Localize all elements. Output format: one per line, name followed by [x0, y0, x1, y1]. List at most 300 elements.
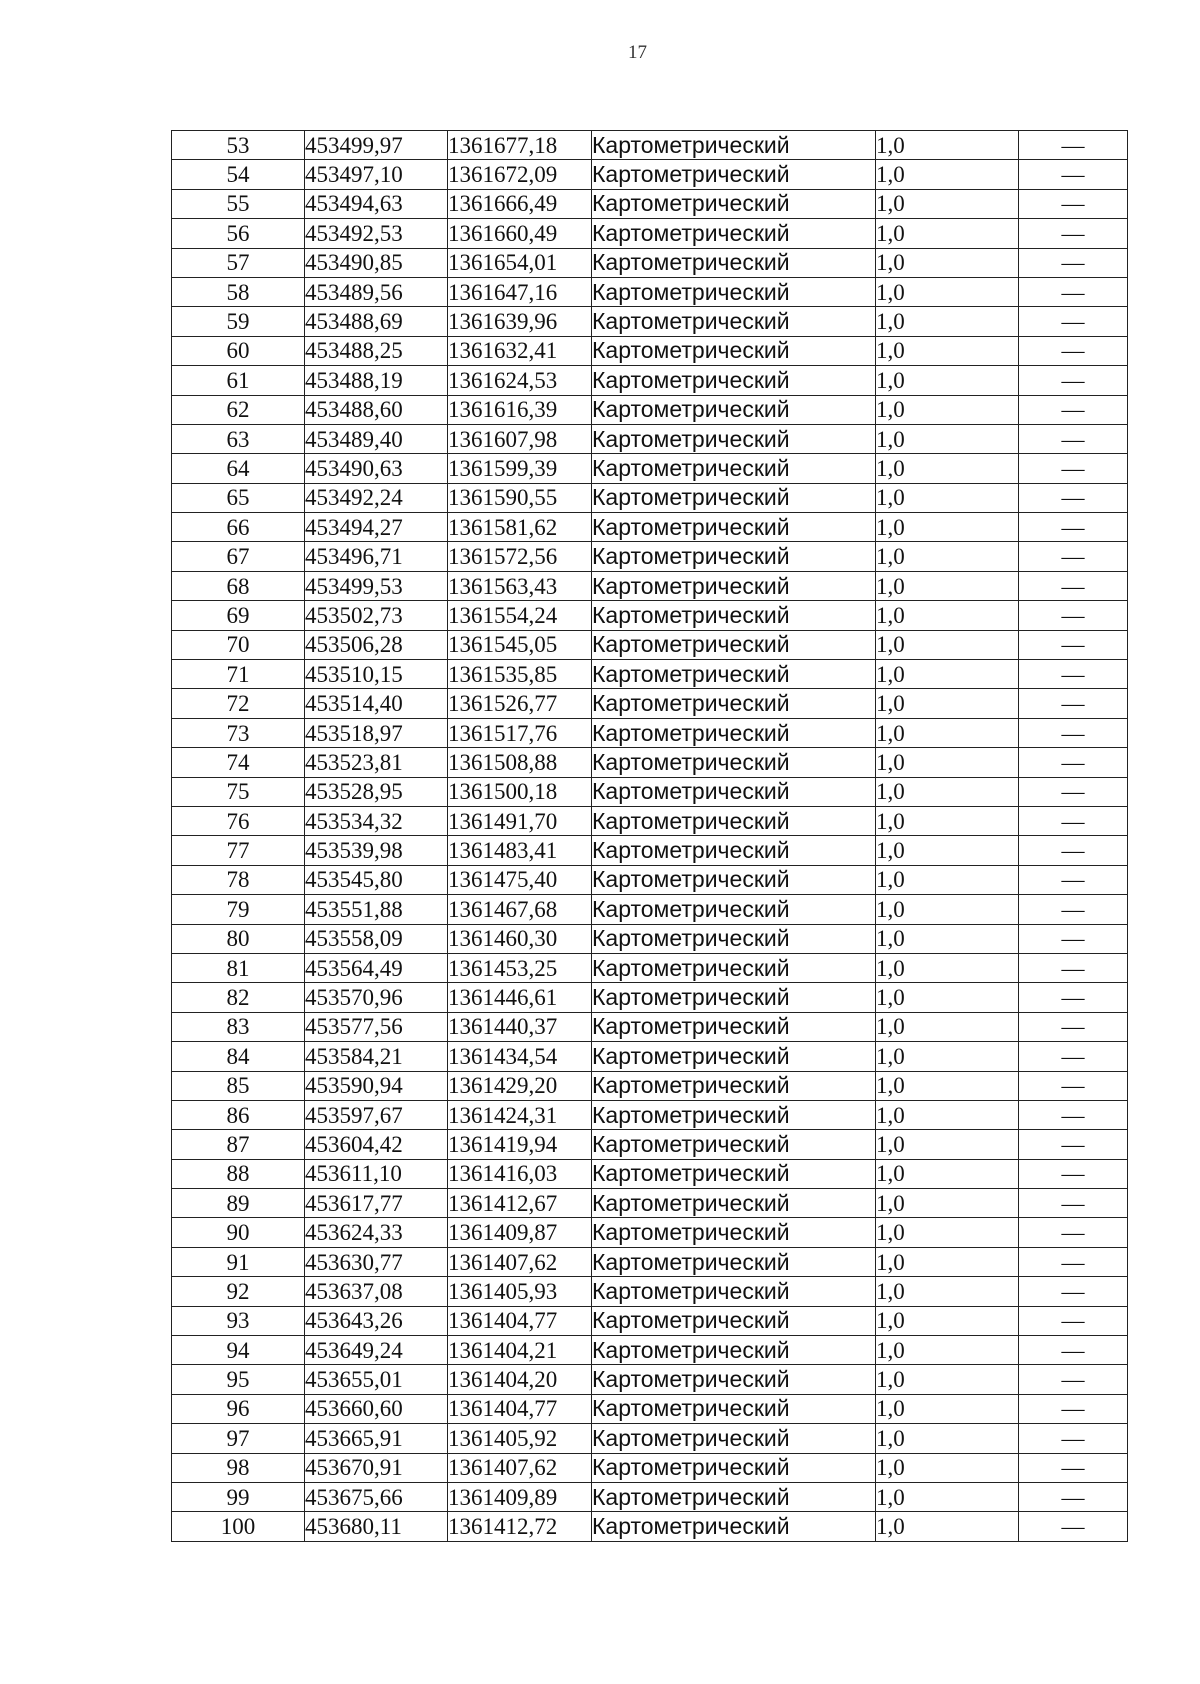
table-row: [172, 1071, 1128, 1100]
error-cell: 1,0: [876, 1218, 1019, 1247]
point-number-cell: 57: [172, 248, 305, 277]
table-row: [172, 131, 1128, 160]
table-row: [172, 1100, 1128, 1129]
note-cell: —: [1019, 1336, 1128, 1365]
point-number-cell: 71: [172, 660, 305, 689]
note-cell: —: [1019, 1247, 1128, 1276]
note-cell: —: [1019, 689, 1128, 718]
error-cell: 1,0: [876, 1512, 1019, 1541]
table-row: [172, 895, 1128, 924]
y-coordinate-cell: 1361581,62: [448, 513, 592, 542]
note-cell: —: [1019, 983, 1128, 1012]
table-row: [172, 924, 1128, 953]
error-cell: 1,0: [876, 160, 1019, 189]
x-coordinate-cell: 453510,15: [305, 660, 448, 689]
note-cell: —: [1019, 1365, 1128, 1394]
x-coordinate-cell: 453649,24: [305, 1336, 448, 1365]
note-cell: —: [1019, 836, 1128, 865]
error-cell: 1,0: [876, 366, 1019, 395]
table-row: [172, 277, 1128, 306]
note-cell: —: [1019, 1482, 1128, 1511]
table-row: [172, 1189, 1128, 1218]
x-coordinate-cell: 453489,56: [305, 277, 448, 306]
method-cell: Картометрический: [592, 513, 876, 542]
note-cell: —: [1019, 219, 1128, 248]
error-cell: 1,0: [876, 277, 1019, 306]
note-cell: —: [1019, 277, 1128, 306]
point-number-cell: 68: [172, 571, 305, 600]
error-cell: 1,0: [876, 1277, 1019, 1306]
error-cell: 1,0: [876, 953, 1019, 982]
error-cell: 1,0: [876, 571, 1019, 600]
coordinates-table: [171, 130, 1128, 1542]
point-number-cell: 100: [172, 1512, 305, 1541]
method-cell: Картометрический: [592, 1394, 876, 1423]
method-cell: Картометрический: [592, 189, 876, 218]
point-number-cell: 74: [172, 748, 305, 777]
table-row: [172, 630, 1128, 659]
point-number-cell: 83: [172, 1012, 305, 1041]
note-cell: —: [1019, 924, 1128, 953]
x-coordinate-cell: 453490,85: [305, 248, 448, 277]
error-cell: 1,0: [876, 777, 1019, 806]
note-cell: —: [1019, 865, 1128, 894]
method-cell: Картометрический: [592, 1306, 876, 1335]
x-coordinate-cell: 453675,66: [305, 1482, 448, 1511]
error-cell: 1,0: [876, 895, 1019, 924]
point-number-cell: 59: [172, 307, 305, 336]
error-cell: 1,0: [876, 1071, 1019, 1100]
table-row: [172, 1218, 1128, 1247]
point-number-cell: 77: [172, 836, 305, 865]
method-cell: Картометрический: [592, 748, 876, 777]
note-cell: —: [1019, 1306, 1128, 1335]
x-coordinate-cell: 453637,08: [305, 1277, 448, 1306]
table-row: [172, 336, 1128, 365]
note-cell: —: [1019, 1071, 1128, 1100]
y-coordinate-cell: 1361440,37: [448, 1012, 592, 1041]
error-cell: 1,0: [876, 865, 1019, 894]
y-coordinate-cell: 1361616,39: [448, 395, 592, 424]
y-coordinate-cell: 1361660,49: [448, 219, 592, 248]
y-coordinate-cell: 1361404,21: [448, 1336, 592, 1365]
error-cell: 1,0: [876, 1159, 1019, 1188]
method-cell: Картометрический: [592, 1424, 876, 1453]
error-cell: 1,0: [876, 1306, 1019, 1335]
point-number-cell: 79: [172, 895, 305, 924]
error-cell: 1,0: [876, 718, 1019, 747]
y-coordinate-cell: 1361545,05: [448, 630, 592, 659]
y-coordinate-cell: 1361412,67: [448, 1189, 592, 1218]
point-number-cell: 80: [172, 924, 305, 953]
error-cell: 1,0: [876, 748, 1019, 777]
point-number-cell: 69: [172, 601, 305, 630]
method-cell: Картометрический: [592, 601, 876, 630]
note-cell: —: [1019, 718, 1128, 747]
method-cell: Картометрический: [592, 219, 876, 248]
table-row: [172, 1336, 1128, 1365]
x-coordinate-cell: 453643,26: [305, 1306, 448, 1335]
note-cell: —: [1019, 1453, 1128, 1482]
note-cell: —: [1019, 777, 1128, 806]
y-coordinate-cell: 1361500,18: [448, 777, 592, 806]
x-coordinate-cell: 453496,71: [305, 542, 448, 571]
point-number-cell: 93: [172, 1306, 305, 1335]
table-row: [172, 1159, 1128, 1188]
point-number-cell: 62: [172, 395, 305, 424]
note-cell: —: [1019, 131, 1128, 160]
point-number-cell: 85: [172, 1071, 305, 1100]
note-cell: —: [1019, 1012, 1128, 1041]
table-row: [172, 1130, 1128, 1159]
y-coordinate-cell: 1361404,20: [448, 1365, 592, 1394]
point-number-cell: 81: [172, 953, 305, 982]
y-coordinate-cell: 1361666,49: [448, 189, 592, 218]
point-number-cell: 67: [172, 542, 305, 571]
error-cell: 1,0: [876, 1012, 1019, 1041]
y-coordinate-cell: 1361535,85: [448, 660, 592, 689]
note-cell: —: [1019, 336, 1128, 365]
note-cell: —: [1019, 454, 1128, 483]
table-row: [172, 983, 1128, 1012]
error-cell: 1,0: [876, 836, 1019, 865]
x-coordinate-cell: 453497,10: [305, 160, 448, 189]
y-coordinate-cell: 1361404,77: [448, 1394, 592, 1423]
note-cell: —: [1019, 1394, 1128, 1423]
x-coordinate-cell: 453564,49: [305, 953, 448, 982]
method-cell: Картометрический: [592, 777, 876, 806]
y-coordinate-cell: 1361508,88: [448, 748, 592, 777]
note-cell: —: [1019, 1277, 1128, 1306]
method-cell: Картометрический: [592, 248, 876, 277]
note-cell: —: [1019, 630, 1128, 659]
error-cell: 1,0: [876, 307, 1019, 336]
point-number-cell: 65: [172, 483, 305, 512]
x-coordinate-cell: 453551,88: [305, 895, 448, 924]
error-cell: 1,0: [876, 189, 1019, 218]
x-coordinate-cell: 453665,91: [305, 1424, 448, 1453]
x-coordinate-cell: 453488,69: [305, 307, 448, 336]
x-coordinate-cell: 453611,10: [305, 1159, 448, 1188]
note-cell: —: [1019, 571, 1128, 600]
table-row: [172, 1512, 1128, 1541]
x-coordinate-cell: 453670,91: [305, 1453, 448, 1482]
y-coordinate-cell: 1361572,56: [448, 542, 592, 571]
y-coordinate-cell: 1361434,54: [448, 1042, 592, 1071]
error-cell: 1,0: [876, 1100, 1019, 1129]
method-cell: Картометрический: [592, 1512, 876, 1541]
error-cell: 1,0: [876, 483, 1019, 512]
y-coordinate-cell: 1361419,94: [448, 1130, 592, 1159]
error-cell: 1,0: [876, 601, 1019, 630]
error-cell: 1,0: [876, 1336, 1019, 1365]
method-cell: Картометрический: [592, 1012, 876, 1041]
x-coordinate-cell: 453488,19: [305, 366, 448, 395]
x-coordinate-cell: 453660,60: [305, 1394, 448, 1423]
point-number-cell: 94: [172, 1336, 305, 1365]
y-coordinate-cell: 1361453,25: [448, 953, 592, 982]
error-cell: 1,0: [876, 983, 1019, 1012]
method-cell: Картометрический: [592, 336, 876, 365]
y-coordinate-cell: 1361404,77: [448, 1306, 592, 1335]
table-row: [172, 1042, 1128, 1071]
method-cell: Картометрический: [592, 160, 876, 189]
x-coordinate-cell: 453492,24: [305, 483, 448, 512]
error-cell: 1,0: [876, 806, 1019, 835]
note-cell: —: [1019, 806, 1128, 835]
y-coordinate-cell: 1361491,70: [448, 806, 592, 835]
method-cell: Картометрический: [592, 395, 876, 424]
method-cell: Картометрический: [592, 1247, 876, 1276]
error-cell: 1,0: [876, 1453, 1019, 1482]
table-row: [172, 571, 1128, 600]
y-coordinate-cell: 1361416,03: [448, 1159, 592, 1188]
error-cell: 1,0: [876, 1482, 1019, 1511]
method-cell: Картометрический: [592, 1071, 876, 1100]
y-coordinate-cell: 1361526,77: [448, 689, 592, 718]
note-cell: —: [1019, 424, 1128, 453]
method-cell: Картометрический: [592, 865, 876, 894]
x-coordinate-cell: 453624,33: [305, 1218, 448, 1247]
point-number-cell: 92: [172, 1277, 305, 1306]
method-cell: Картометрический: [592, 571, 876, 600]
table-row: [172, 1424, 1128, 1453]
x-coordinate-cell: 453488,60: [305, 395, 448, 424]
note-cell: —: [1019, 1100, 1128, 1129]
point-number-cell: 76: [172, 806, 305, 835]
point-number-cell: 60: [172, 336, 305, 365]
note-cell: —: [1019, 1130, 1128, 1159]
table-row: [172, 1394, 1128, 1423]
y-coordinate-cell: 1361424,31: [448, 1100, 592, 1129]
method-cell: Картометрический: [592, 983, 876, 1012]
note-cell: —: [1019, 366, 1128, 395]
point-number-cell: 73: [172, 718, 305, 747]
point-number-cell: 91: [172, 1247, 305, 1276]
table-row: [172, 718, 1128, 747]
point-number-cell: 61: [172, 366, 305, 395]
error-cell: 1,0: [876, 1130, 1019, 1159]
table-row: [172, 1365, 1128, 1394]
note-cell: —: [1019, 307, 1128, 336]
y-coordinate-cell: 1361412,72: [448, 1512, 592, 1541]
y-coordinate-cell: 1361517,76: [448, 718, 592, 747]
note-cell: —: [1019, 1159, 1128, 1188]
x-coordinate-cell: 453506,28: [305, 630, 448, 659]
error-cell: 1,0: [876, 542, 1019, 571]
table-row: [172, 248, 1128, 277]
error-cell: 1,0: [876, 924, 1019, 953]
table-row: [172, 660, 1128, 689]
method-cell: Картометрический: [592, 1189, 876, 1218]
y-coordinate-cell: 1361672,09: [448, 160, 592, 189]
point-number-cell: 64: [172, 454, 305, 483]
note-cell: —: [1019, 542, 1128, 571]
error-cell: 1,0: [876, 1042, 1019, 1071]
error-cell: 1,0: [876, 454, 1019, 483]
point-number-cell: 63: [172, 424, 305, 453]
table-row: [172, 395, 1128, 424]
y-coordinate-cell: 1361632,41: [448, 336, 592, 365]
note-cell: —: [1019, 1218, 1128, 1247]
table-row: [172, 189, 1128, 218]
y-coordinate-cell: 1361483,41: [448, 836, 592, 865]
table-row: [172, 777, 1128, 806]
error-cell: 1,0: [876, 219, 1019, 248]
error-cell: 1,0: [876, 689, 1019, 718]
method-cell: Картометрический: [592, 277, 876, 306]
table-row: [172, 160, 1128, 189]
x-coordinate-cell: 453489,40: [305, 424, 448, 453]
note-cell: —: [1019, 483, 1128, 512]
y-coordinate-cell: 1361624,53: [448, 366, 592, 395]
table-row: [172, 219, 1128, 248]
y-coordinate-cell: 1361467,68: [448, 895, 592, 924]
point-number-cell: 95: [172, 1365, 305, 1394]
table-row: [172, 953, 1128, 982]
error-cell: 1,0: [876, 630, 1019, 659]
y-coordinate-cell: 1361475,40: [448, 865, 592, 894]
error-cell: 1,0: [876, 1365, 1019, 1394]
y-coordinate-cell: 1361639,96: [448, 307, 592, 336]
method-cell: Картометрический: [592, 1159, 876, 1188]
method-cell: Картометрический: [592, 718, 876, 747]
point-number-cell: 82: [172, 983, 305, 1012]
table-row: [172, 366, 1128, 395]
point-number-cell: 99: [172, 1482, 305, 1511]
method-cell: Картометрический: [592, 542, 876, 571]
method-cell: Картометрический: [592, 307, 876, 336]
x-coordinate-cell: 453494,27: [305, 513, 448, 542]
table-row: [172, 454, 1128, 483]
x-coordinate-cell: 453514,40: [305, 689, 448, 718]
y-coordinate-cell: 1361409,89: [448, 1482, 592, 1511]
x-coordinate-cell: 453499,53: [305, 571, 448, 600]
coordinates-table-body: [172, 131, 1128, 1542]
note-cell: —: [1019, 395, 1128, 424]
x-coordinate-cell: 453597,67: [305, 1100, 448, 1129]
x-coordinate-cell: 453502,73: [305, 601, 448, 630]
y-coordinate-cell: 1361407,62: [448, 1453, 592, 1482]
table-row: [172, 483, 1128, 512]
method-cell: Картометрический: [592, 1042, 876, 1071]
method-cell: Картометрический: [592, 131, 876, 160]
method-cell: Картометрический: [592, 1482, 876, 1511]
x-coordinate-cell: 453528,95: [305, 777, 448, 806]
x-coordinate-cell: 453494,63: [305, 189, 448, 218]
error-cell: 1,0: [876, 395, 1019, 424]
note-cell: —: [1019, 248, 1128, 277]
error-cell: 1,0: [876, 248, 1019, 277]
method-cell: Картометрический: [592, 1130, 876, 1159]
table-row: [172, 1012, 1128, 1041]
x-coordinate-cell: 453499,97: [305, 131, 448, 160]
y-coordinate-cell: 1361429,20: [448, 1071, 592, 1100]
x-coordinate-cell: 453630,77: [305, 1247, 448, 1276]
method-cell: Картометрический: [592, 953, 876, 982]
table-row: [172, 689, 1128, 718]
y-coordinate-cell: 1361554,24: [448, 601, 592, 630]
point-number-cell: 75: [172, 777, 305, 806]
table-row: [172, 513, 1128, 542]
point-number-cell: 55: [172, 189, 305, 218]
table-row: [172, 1247, 1128, 1276]
note-cell: —: [1019, 601, 1128, 630]
error-cell: 1,0: [876, 1189, 1019, 1218]
error-cell: 1,0: [876, 1424, 1019, 1453]
x-coordinate-cell: 453680,11: [305, 1512, 448, 1541]
point-number-cell: 72: [172, 689, 305, 718]
point-number-cell: 84: [172, 1042, 305, 1071]
method-cell: Картометрический: [592, 366, 876, 395]
x-coordinate-cell: 453558,09: [305, 924, 448, 953]
x-coordinate-cell: 453534,32: [305, 806, 448, 835]
method-cell: Картометрический: [592, 1218, 876, 1247]
y-coordinate-cell: 1361607,98: [448, 424, 592, 453]
x-coordinate-cell: 453584,21: [305, 1042, 448, 1071]
error-cell: 1,0: [876, 424, 1019, 453]
method-cell: Картометрический: [592, 689, 876, 718]
point-number-cell: 66: [172, 513, 305, 542]
x-coordinate-cell: 453539,98: [305, 836, 448, 865]
point-number-cell: 88: [172, 1159, 305, 1188]
x-coordinate-cell: 453570,96: [305, 983, 448, 1012]
y-coordinate-cell: 1361405,93: [448, 1277, 592, 1306]
method-cell: Картометрический: [592, 454, 876, 483]
point-number-cell: 58: [172, 277, 305, 306]
error-cell: 1,0: [876, 1247, 1019, 1276]
x-coordinate-cell: 453518,97: [305, 718, 448, 747]
error-cell: 1,0: [876, 336, 1019, 365]
error-cell: 1,0: [876, 1394, 1019, 1423]
y-coordinate-cell: 1361446,61: [448, 983, 592, 1012]
note-cell: —: [1019, 189, 1128, 218]
x-coordinate-cell: 453492,53: [305, 219, 448, 248]
method-cell: Картометрический: [592, 836, 876, 865]
table-row: [172, 424, 1128, 453]
x-coordinate-cell: 453545,80: [305, 865, 448, 894]
page-number: 17: [628, 42, 647, 63]
x-coordinate-cell: 453577,56: [305, 1012, 448, 1041]
note-cell: —: [1019, 953, 1128, 982]
note-cell: —: [1019, 1189, 1128, 1218]
y-coordinate-cell: 1361599,39: [448, 454, 592, 483]
x-coordinate-cell: 453604,42: [305, 1130, 448, 1159]
method-cell: Картометрический: [592, 1365, 876, 1394]
table-row: [172, 1453, 1128, 1482]
note-cell: —: [1019, 1042, 1128, 1071]
x-coordinate-cell: 453490,63: [305, 454, 448, 483]
note-cell: —: [1019, 1424, 1128, 1453]
point-number-cell: 78: [172, 865, 305, 894]
error-cell: 1,0: [876, 660, 1019, 689]
table-row: [172, 601, 1128, 630]
table-row: [172, 865, 1128, 894]
x-coordinate-cell: 453590,94: [305, 1071, 448, 1100]
point-number-cell: 54: [172, 160, 305, 189]
table-row: [172, 1482, 1128, 1511]
point-number-cell: 53: [172, 131, 305, 160]
table-row: [172, 806, 1128, 835]
x-coordinate-cell: 453488,25: [305, 336, 448, 365]
y-coordinate-cell: 1361460,30: [448, 924, 592, 953]
note-cell: —: [1019, 660, 1128, 689]
error-cell: 1,0: [876, 513, 1019, 542]
point-number-cell: 96: [172, 1394, 305, 1423]
point-number-cell: 87: [172, 1130, 305, 1159]
y-coordinate-cell: 1361677,18: [448, 131, 592, 160]
note-cell: —: [1019, 895, 1128, 924]
